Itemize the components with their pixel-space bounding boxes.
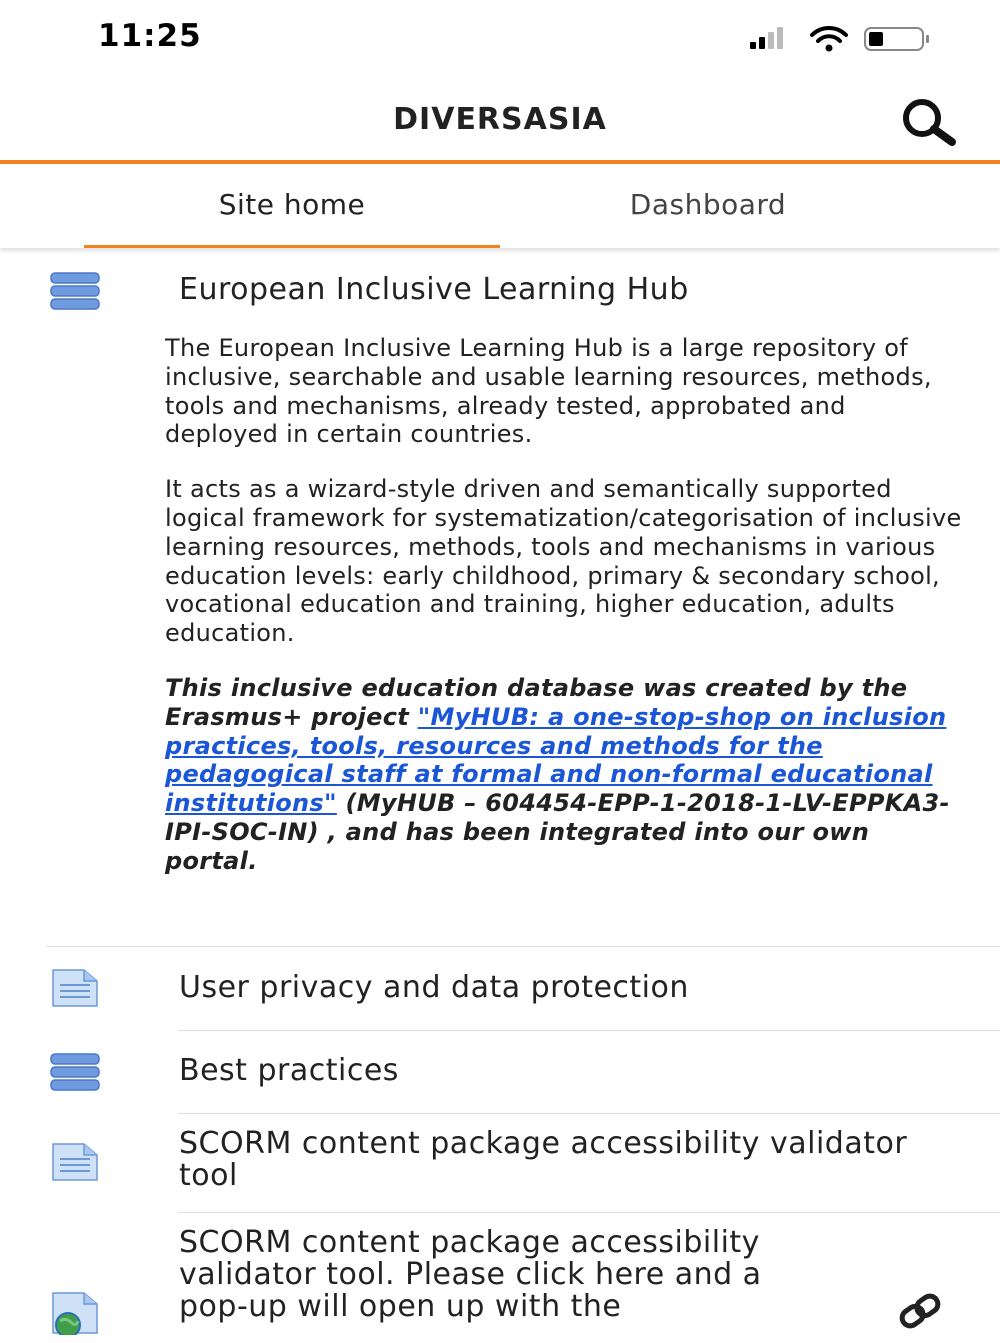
tab-dashboard[interactable]: Dashboard (629, 188, 787, 221)
database-icon (50, 272, 100, 312)
page-icon (50, 968, 100, 1008)
section-privacy[interactable] (0, 948, 1000, 1030)
hub-title[interactable]: European Inclusive Learning Hub (179, 272, 689, 307)
battery-icon (865, 28, 929, 50)
section-scorm[interactable] (0, 1114, 1000, 1212)
app-header (0, 80, 1000, 164)
section-scorm-url[interactable] (0, 1213, 1000, 1343)
scorm-url-title[interactable]: SCORM content package accessibility validator tool. Please click here and a pop-up will open up with the (179, 1225, 762, 1324)
status-time: 11:25 (98, 18, 202, 54)
scorm-title[interactable]: SCORM content package accessibility validator tool (179, 1126, 908, 1193)
privacy-title[interactable]: User privacy and data protection (179, 970, 689, 1005)
status-icons (750, 24, 940, 54)
signal-icon (750, 27, 783, 49)
url-icon (50, 1291, 100, 1335)
link-icon[interactable] (896, 1291, 944, 1331)
hub-paragraph-1: The European Inclusive Learning Hub is a large repository of inclusive, searchable and usable learning resources, methods, tools and mechanisms, already tested, approbated and deployed in certain countries. (165, 334, 932, 449)
app-title: DIVERSASIA (393, 102, 607, 137)
search-icon (894, 96, 964, 146)
tab-site-home[interactable]: Site home (84, 164, 500, 248)
hub-description (165, 334, 965, 876)
search-button[interactable] (894, 96, 964, 146)
hub-paragraph-3 (165, 674, 965, 876)
best-practices-title[interactable]: Best practices (179, 1053, 399, 1088)
hub-paragraph-2: It acts as a wizard-style driven and semantically supported logical framework for systematization/categorisation of inclusive learning resources, methods, tools and mechanisms in various education levels: early childhood, primary & secondary school, vocational education and training, higher education, adults education. (165, 475, 962, 648)
tab-bar (0, 164, 1000, 248)
section-best-practices[interactable] (0, 1031, 1000, 1113)
divider (46, 946, 1000, 947)
database-icon (50, 1053, 100, 1093)
myhub-project-link[interactable]: "MyHUB: a one-stop-shop on inclusion practices, tools, resources and methods for the pedagogical staff at formal and non-formal educational institutions" (165, 702, 947, 818)
wifi-icon (812, 28, 846, 52)
hub-bold-after: (MyHUB – 604454-EPP-1-2018-1-LV-EPPKA3-IPI-SOC-IN) , and has been integrated into our own portal. (165, 789, 950, 875)
page-icon (50, 1142, 100, 1182)
hub-bold-intro: This inclusive education database was created by the Erasmus+ project (165, 673, 908, 731)
status-bar (0, 0, 1000, 80)
